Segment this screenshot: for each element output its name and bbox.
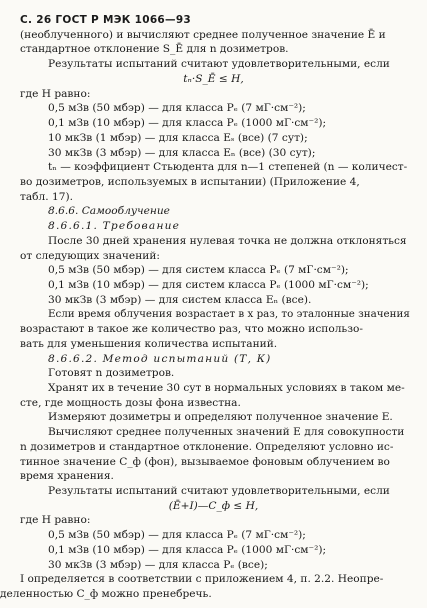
text-line: вать для уменьшения количества испытаний. <box>20 337 278 350</box>
text-line: Вычисляют среднее полученных значений E для совокупности <box>48 426 405 439</box>
text-line: (необлученного) и вычисляют среднее полученное значение Ē и <box>20 28 386 41</box>
page-header: С. 26 ГОСТ Р МЭК 1066—93 <box>20 14 192 26</box>
text-line: Если время облучения возрастает в x раз, то эталонные значения <box>48 308 410 321</box>
list-item: 0,1 мЗв (10 мбэр) — для класса Pₑ (1000 мГ·см⁻²); <box>48 117 327 129</box>
text-line: После 30 дней хранения нулевая точка не должна отклоняться <box>48 234 407 247</box>
list-item: 10 мкЗв (1 мбэр) — для класса Eₛ (все) (7 сут); <box>48 131 308 144</box>
text-line: где H равно: <box>20 514 91 527</box>
section-heading: 8.6.6. Самооблучение <box>48 205 170 218</box>
formula: tₙ·S_Ē ≤ H, <box>183 72 244 85</box>
text-line: Результаты испытаний считают удовлетворительными, если <box>48 485 390 497</box>
text-line: во дозиметров, используемых в испытании) (Приложение 4, <box>20 175 360 188</box>
text-line: n дозиметров и стандартное отклонение. Определяют условно ис- <box>20 440 394 453</box>
formula: (Ē+I)—C_ф ≤ H, <box>168 499 259 512</box>
text-line: I определяется в соответствии с приложением 4, п. 2.2. Неопре- <box>20 573 384 586</box>
text-line: возрастают в такое же количество раз, что можно использо- <box>20 323 363 336</box>
subsection-heading: 8.6.6.1. Требование <box>48 220 181 233</box>
text-line: Результаты испытаний считают удовлетворительными, если <box>48 58 390 71</box>
subsection-heading: 8.6.6.2. Метод испытаний (Т, К) <box>48 352 272 365</box>
list-item: 0,5 мЗв (50 мбэр) — для систем класса Pₑ (7 мГ·см⁻²); <box>48 264 349 277</box>
list-item: 30 мкЗв (3 мбэр) — для класса Eₙ (все) (30 сут); <box>48 146 316 159</box>
list-item: 30 мкЗв (3 мбэр) — для систем класса Eₙ (все). <box>48 293 312 306</box>
text-line: стандартное отклонение S_Ē для n дозиметров. <box>20 43 289 56</box>
list-item: 30 мкЗв (3 мбэр) — для класса Pₑ (все); <box>48 558 268 571</box>
text-line: деленностью C_ф можно пренебречь. <box>0 588 212 600</box>
text-line: где H равно: <box>20 87 91 100</box>
text-line: Готовят n дозиметров. <box>48 367 175 380</box>
text-line: тинное значение C_ф (фон), вызываемое фоновым облучением во <box>20 455 390 468</box>
list-item: 0,1 мЗв (10 мбэр) — для класса Pₑ (1000 мГ·см⁻²); <box>48 543 327 556</box>
text-line: Хранят их в течение 30 сут в нормальных условиях в таком ме- <box>48 381 405 394</box>
text-line: от следующих значений: <box>20 249 160 262</box>
list-item: 0,1 мЗв (10 мбэр) — для систем класса Pₑ (1000 мГ·см⁻²); <box>48 278 369 291</box>
list-item: 0,5 мЗв (50 мбэр) — для класса Pₑ (7 мГ·см⁻²); <box>48 529 306 542</box>
text-line: Измеряют дозиметры и определяют полученное значение E. <box>48 411 393 424</box>
text-line: табл. 17). <box>20 190 73 203</box>
list-item: 0,5 мЗв (50 мбэр) — для класса Pₑ (7 мГ·см⁻²); <box>48 102 306 115</box>
text-line: сте, где мощность дозы фона известна. <box>20 396 241 409</box>
text-line: время хранения. <box>20 470 114 483</box>
text-line: tₙ — коэффициент Стьюдента для n—1 степеней (n — количест- <box>48 161 408 174</box>
